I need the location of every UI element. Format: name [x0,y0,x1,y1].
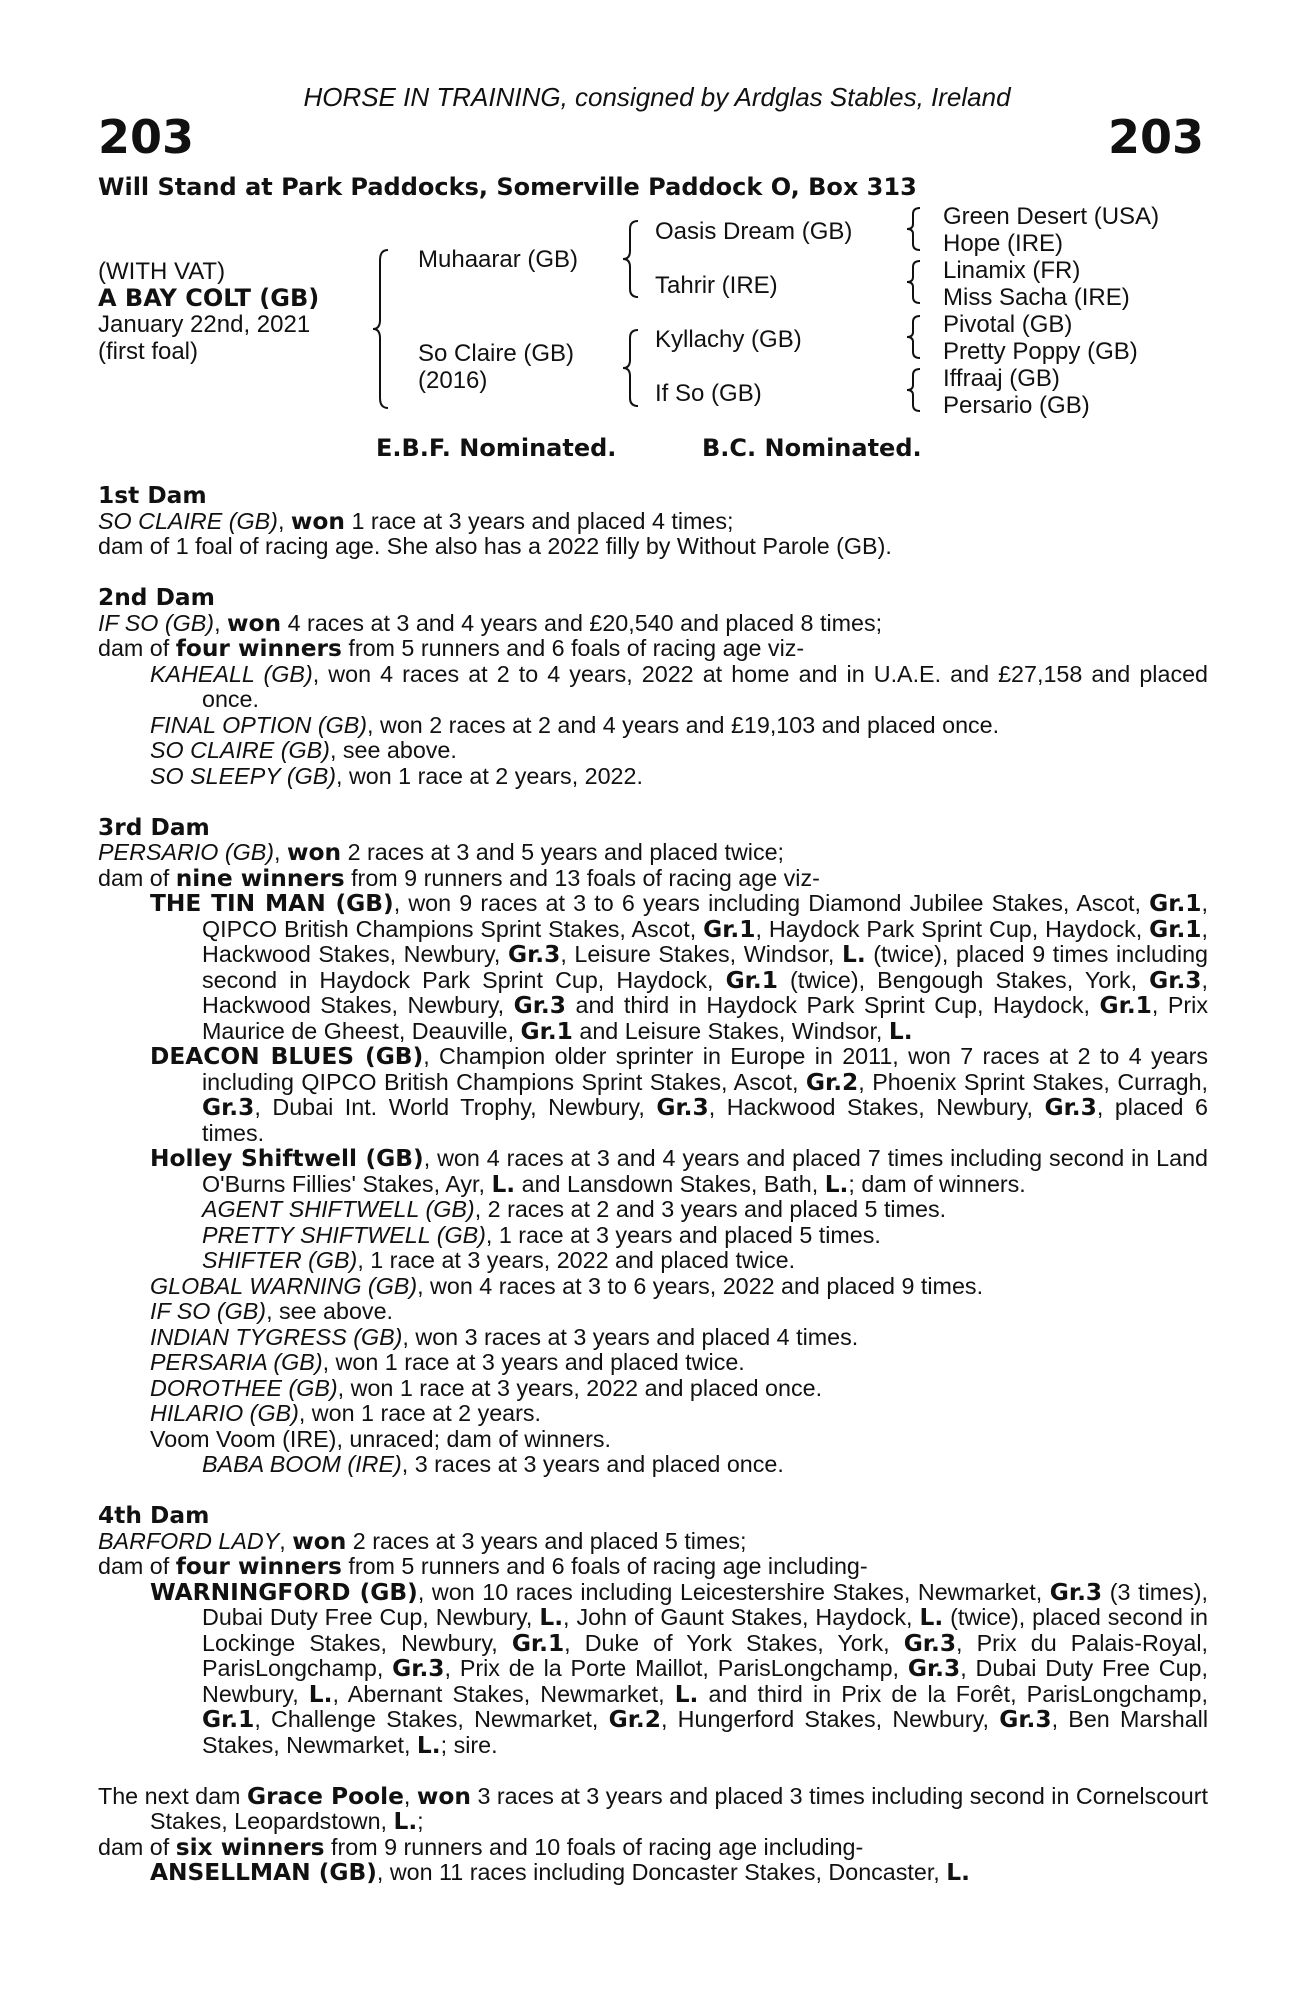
text: 3 races at 3 years and placed 3 times including second in Cornelscourt Stakes, Leopardstown, [150,1782,1208,1834]
vat-note: (WITH VAT) [98,258,226,285]
text: , placed 6 times. [202,1094,1208,1146]
text: , Hackwood Stakes, Newbury, [202,915,1208,967]
bold-text: Gr.3 [1049,1578,1103,1606]
pedigree-gg4: Miss Sacha (IRE) [943,284,1130,311]
ebf-nomination: E.B.F. Nominated. [376,434,617,462]
record-line [98,1044,1208,1146]
pedigree-sire-dam: Tahrir (IRE) [655,272,778,299]
horse-name-italic: SO CLAIRE (GB) [150,737,330,763]
text: (twice), placed second in Lockinge Stakes, Newbury, [202,1604,1208,1656]
horse-name-italic: SO SLEEPY (GB) [150,762,337,789]
horse-name-italic: BABA BOOM (IRE) [202,1451,402,1477]
record-line [98,636,1208,662]
record-line [98,840,1208,866]
bold-text: Holley Shiftwell (GB) [150,1145,424,1172]
bold-text: WARNINGFORD (GB) [150,1578,418,1606]
record-line [98,1835,1208,1861]
bold-text: Gr.2 [608,1706,661,1733]
bold-text: Gr.1 [511,1629,565,1657]
text: , won 9 races at 3 to 6 years including Diamond Jubilee Stakes, Ascot, [393,890,1150,916]
horse-name-italic: DOROTHEE (GB) [150,1374,338,1401]
text: , won 1 race at 2 years. [298,1400,542,1426]
text: 2 races at 3 and 5 years and placed twice; [341,839,785,865]
lot-number-right: 203 [1107,110,1204,164]
section-heading: 3rd Dam [98,813,210,841]
text: ; sire. [440,1731,498,1758]
text: , won 3 races at 3 years and placed 4 times. [402,1323,859,1350]
bold-text: Grace Poole [246,1782,404,1810]
text: , Hungerford Stakes, Newbury, [660,1706,1000,1732]
text: 2 races at 3 years and placed 5 times; [346,1527,747,1554]
text: dam of [98,635,176,661]
record-line [98,1274,1208,1300]
dam-section [98,1503,1208,1758]
pedigree-dam-year: (2016) [418,367,488,394]
record-line [98,1427,1208,1453]
section-heading: 2nd Dam [98,584,215,611]
text: (twice), Bengough Stakes, York, [777,966,1150,993]
horse-name-italic: FINAL OPTION (GB) [150,711,368,738]
text: , [279,1527,293,1554]
text: , Prix du Palais-Royal, ParisLongchamp, [202,1629,1208,1681]
text: from 5 runners and 6 foals of racing age viz- [341,635,805,661]
pedigree-gg1: Green Desert (USA) [943,203,1160,230]
text: , 1 race at 3 years and placed 5 times. [485,1221,881,1248]
bold-text: six winners [175,1833,325,1861]
bold-text: ANSELLMAN (GB) [150,1859,377,1886]
text: , Champion older sprinter in Europe in 2011, won 7 races at 2 to 4 years including QIPCO British Champions Sprint Stakes, Ascot, [202,1043,1208,1095]
horse-name-italic: AGENT SHIFTWELL (GB) [202,1196,475,1222]
bold-text: L. [946,1859,970,1886]
catalogue-header: HORSE IN TRAINING, consigned by Ardglas Stables, Ireland [303,82,1011,112]
bold-text: Gr.1 [520,1017,573,1045]
record-line [98,1784,1208,1835]
text: , see above. [266,1298,394,1324]
bold-text: Gr.3 [656,1094,709,1121]
text: dam of 1 foal of racing age. She also has a 2022 filly by Without Parole (GB). [98,533,892,559]
text: , won 4 races at 3 to 6 years, 2022 and placed 9 times. [417,1272,984,1299]
horse-name-italic: HILARIO (GB) [150,1400,299,1426]
text: , Haydock Park Sprint Cup, Haydock, [755,915,1150,942]
text: and Leisure Stakes, Windsor, [572,1017,889,1044]
pedigree-gg5: Pivotal (GB) [943,311,1073,338]
record-line [98,891,1208,1044]
record-line [98,738,1208,764]
text: , Hackwood Stakes, Newbury, [202,966,1208,1018]
text: , 1 race at 3 years, 2022 and placed twice. [357,1247,796,1273]
record-line [98,1376,1208,1402]
bold-text: L. [919,1604,944,1631]
text: dam of [98,1833,176,1860]
record-line [98,1554,1208,1580]
pedigree-sire-sire: Oasis Dream (GB) [655,218,853,245]
text: dam of [98,1553,176,1579]
record-line [98,764,1208,790]
dam-section [98,585,1208,789]
bold-text: Gr.1 [725,966,778,994]
text: 1 race at 3 years and placed 4 times; [345,507,734,534]
record-line [98,1248,1208,1274]
record-line [98,534,1208,560]
pedigree-brace-g3 [906,314,922,360]
text: , John of Gaunt Stakes, Haydock, [563,1604,920,1630]
bold-text: Gr.3 [907,1655,961,1682]
record-line [98,1350,1208,1376]
record-line [98,1580,1208,1759]
text: , [214,609,228,636]
text: (twice), placed 9 times including second in Haydock Park Sprint Cup, Haydock, [202,941,1208,993]
bold-text: won [287,839,342,866]
pedigree-dam-dam: If So (GB) [655,380,762,407]
text: , Dubai Int. World Trophy, Newbury, [254,1094,657,1120]
text: , won 4 races at 2 to 4 years, 2022 at home and in U.A.E. and £27,158 and placed once. [202,660,1208,712]
bold-text: THE TIN MAN (GB) [150,890,394,917]
bold-text: L. [888,1017,913,1045]
record-line [98,1401,1208,1427]
text: , [277,507,291,534]
lot-number-left: 203 [98,110,195,164]
bold-text: Gr.1 [1099,992,1152,1019]
bold-text: Gr.3 [1044,1094,1097,1121]
text: , Prix Maurice de Gheest, Deauville, [202,992,1208,1044]
text: , won 10 races including Leicestershire Stakes, Newmarket, [417,1578,1050,1605]
text: ; [417,1808,424,1834]
bold-text: Gr.3 [392,1655,445,1682]
bold-text: won [416,1782,471,1810]
text: , won 4 races at 3 and 4 years and placed 7 times including second in Land O'Burns Fillies' Stakes, Ayr, [202,1145,1208,1197]
foaling-date: January 22nd, 2021 [98,311,311,338]
record-line [98,1299,1208,1325]
record-line [98,1529,1208,1555]
bold-text: won [292,1527,347,1555]
text: and third in Haydock Park Sprint Cup, Haydock, [566,992,1100,1018]
horse-name-italic: IF SO (GB) [150,1298,267,1324]
bold-text: Gr.3 [507,941,561,968]
bold-text: L. [308,1680,333,1708]
stand-location: Will Stand at Park Paddocks, Somerville Paddock O, Box 313 [98,173,917,201]
horse-name-italic: PERSARIO (GB) [98,839,275,865]
record-line [98,1452,1208,1478]
text: , Hackwood Stakes, Newbury, [708,1094,1045,1120]
pedigree-brace-g4 [906,367,922,413]
text: , won 11 races including Doncaster Stakes, Doncaster, [376,1859,947,1885]
horse-name-italic: PRETTY SHIFTWELL (GB) [202,1221,486,1248]
horse-name-italic: INDIAN TYGRESS (GB) [150,1323,403,1350]
horse-name-italic: IF SO (GB) [98,609,215,636]
text: , Abernant Stakes, Newmarket, [332,1680,675,1707]
text: , won 2 races at 2 and 4 years and £19,103 and placed once. [367,711,1000,738]
pedigree-gg2: Hope (IRE) [943,230,1064,257]
text: , [403,1782,417,1809]
text: , [274,839,287,865]
bold-text: four winners [175,635,342,662]
record-line [98,1223,1208,1249]
pedigree-brace-sire [622,219,640,299]
pedigree-brace-dam [622,328,640,408]
text: , Challenge Stakes, Newmarket, [254,1706,609,1732]
bold-text: won [290,507,346,535]
horse-name-italic: SO CLAIRE (GB) [98,507,278,534]
text: dam of [98,864,176,891]
text: Voom Voom (IRE), unraced; dam of winners. [150,1425,611,1452]
dam-section [98,483,1208,560]
text: from 9 runners and 10 foals of racing age including- [324,1833,864,1860]
bc-nomination: B.C. Nominated. [702,434,922,462]
text: , QIPCO British Champions Sprint Stakes, Ascot, [202,890,1208,942]
bold-text: Gr.3 [513,992,566,1019]
text: from 5 runners and 6 foals of racing age including- [341,1553,868,1579]
bold-text: Gr.1 [202,1706,255,1733]
bold-text: Gr.2 [805,1068,859,1096]
pedigree-dam: So Claire (GB) [418,340,575,367]
bold-text: Gr.3 [999,1706,1052,1733]
record-line [98,1325,1208,1351]
record-line [98,1146,1208,1197]
record-line [98,713,1208,739]
section-heading: 1st Dam [98,482,207,509]
bold-text: L. [539,1604,564,1631]
text: , won 1 race at 3 years, 2022 and placed once. [337,1374,823,1401]
pedigree-gg3: Linamix (FR) [943,257,1081,284]
bold-text: nine winners [175,864,345,892]
section-heading: 4th Dam [98,1502,210,1529]
text: The next dam [98,1782,247,1809]
text: , see above. [329,737,457,763]
record-line [98,662,1208,713]
horse-name-italic: PERSARIA (GB) [150,1349,323,1375]
text: , Dubai Duty Free Cup, Newbury, [202,1655,1208,1707]
bold-text: L. [416,1731,441,1759]
horse-name-italic: BARFORD LADY [98,1527,280,1554]
horse-name: A BAY COLT (GB) [98,284,320,312]
text: , Leisure Stakes, Windsor, [560,941,842,967]
record-line [98,866,1208,892]
horse-name-italic: KAHEALL (GB) [150,660,313,687]
text: (3 times), Dubai Duty Free Cup, Newbury, [202,1578,1208,1630]
dam-section [98,815,1208,1478]
pedigree-gg7: Iffraaj (GB) [943,365,1060,392]
text: , 3 races at 3 years and placed once. [401,1451,784,1477]
horse-name-italic: GLOBAL WARNING (GB) [150,1272,418,1299]
text: , Ben Marshall Stakes, Newmarket, [202,1706,1209,1758]
pedigree-dam-sire: Kyllachy (GB) [655,326,802,353]
text: from 9 runners and 13 foals of racing age viz- [344,864,820,891]
horse-name-italic: SHIFTER (GB) [202,1247,358,1273]
text: , 2 races at 2 and 3 years and placed 5 times. [474,1196,947,1222]
bold-text: Gr.3 [1149,966,1202,994]
foal-note: (first foal) [98,338,199,365]
text: , Duke of York Stakes, York, [564,1629,904,1656]
record-line [98,1197,1208,1223]
text: 4 races at 3 and 4 years and £20,540 and placed 8 times; [281,609,883,636]
bold-text: L. [491,1170,516,1198]
text: , Phoenix Sprint Stakes, Curragh, [858,1068,1208,1095]
catalogue-body [98,483,1208,1886]
text: and third in Prix de la Forêt, ParisLongchamp, [698,1680,1208,1707]
bold-text: L. [393,1808,418,1835]
bold-text: L. [824,1170,849,1198]
text: , Prix de la Porte Maillot, ParisLongchamp, [444,1655,908,1681]
record-line [98,1860,1208,1886]
pedigree-gg8: Persario (GB) [943,392,1090,419]
pedigree-gg6: Pretty Poppy (GB) [943,338,1138,365]
pedigree-sire: Muhaarar (GB) [418,246,579,273]
text: ; dam of winners. [848,1170,1026,1197]
bold-text: DEACON BLUES (GB) [150,1043,424,1070]
dam-section [98,1784,1208,1886]
pedigree-brace-g2 [906,259,922,305]
pedigree-brace-g1 [906,206,922,252]
text: , won 1 race at 3 years and placed twice. [322,1349,745,1375]
bold-text: Gr.1 [703,915,756,943]
bold-text: Gr.3 [202,1094,255,1121]
bold-text: won [227,609,282,637]
bold-text: Gr.3 [903,1629,957,1657]
record-line [98,509,1208,535]
bold-text: L. [674,1680,699,1708]
record-line [98,611,1208,637]
text: , won 1 race at 2 years, 2022. [336,762,643,789]
text: and Lansdown Stakes, Bath, [515,1170,825,1197]
bold-text: Gr.1 [1149,915,1202,943]
bold-text: L. [841,941,866,968]
pedigree-brace-main [372,248,390,410]
bold-text: Gr.1 [1149,890,1202,917]
bold-text: four winners [175,1553,342,1580]
